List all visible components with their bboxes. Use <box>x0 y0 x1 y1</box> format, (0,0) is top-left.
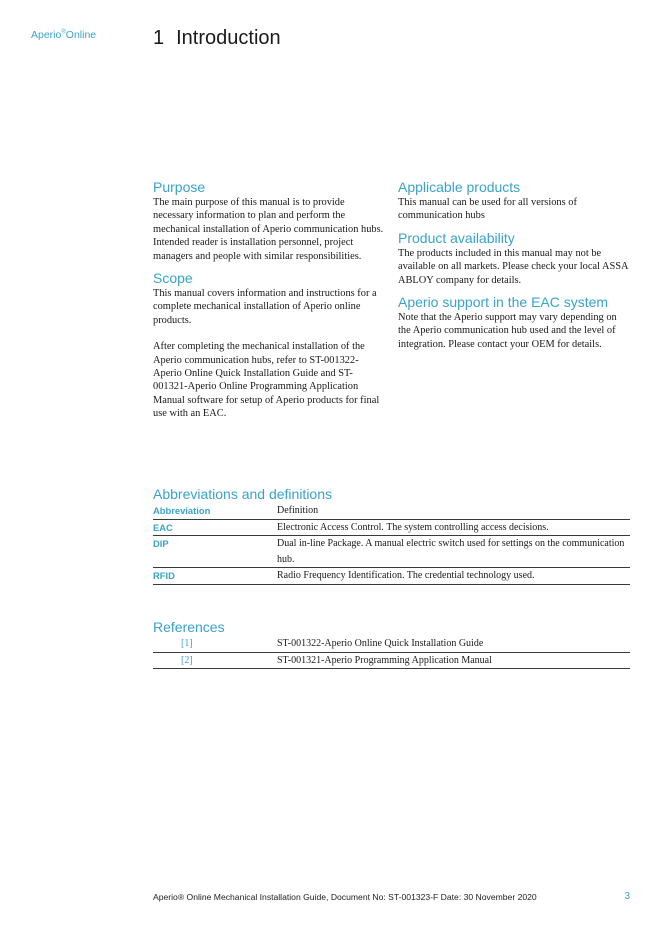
brand-label <box>31 29 96 41</box>
table-row <box>153 520 630 537</box>
abbreviations-table <box>153 486 630 585</box>
definition-cell: Electronic Access Control. The system controlling access decisions. <box>277 521 549 533</box>
availability-heading: Product availability <box>398 229 515 246</box>
references-heading: References <box>153 619 225 635</box>
page-footer <box>153 892 630 902</box>
reference-row <box>153 636 630 653</box>
definition-cell: Dual in-line Package. A manual electric switch used for settings on the communication hub. <box>277 538 625 565</box>
reference-id: [1] <box>181 638 193 649</box>
support-text: Note that the Aperio support may vary depending on the Aperio communication hub used and the level of integration. Please contact your OEM for details. <box>398 312 617 350</box>
applicable-text: This manual can be used for all versions of communication hubs <box>398 197 577 222</box>
reference-document: ST-001322-Aperio Online Quick Installation Guide <box>277 638 484 649</box>
abbreviations-heading: Abbreviations and definitions <box>153 486 333 502</box>
scope-text-2: After completing the mechanical installation of the Aperio communication hubs, refer to ST-001322-Aperio Online Quick Installation Guide and ST-001321-Aperio Online Programming Application Manual software for setup of Aperio products for final use with an EAC. <box>153 341 380 420</box>
page-number: 3 <box>624 891 630 902</box>
reference-row <box>153 653 630 670</box>
abbreviation-cell: RFID <box>153 570 175 581</box>
table-row <box>153 568 630 585</box>
right-column <box>398 179 630 351</box>
abbreviation-column-header: Abbreviation <box>153 505 211 516</box>
definition-column-header: Definition <box>277 505 319 516</box>
applicable-heading: Applicable products <box>398 179 521 195</box>
abbreviation-cell: EAC <box>153 521 173 533</box>
reference-id: [2] <box>181 654 193 666</box>
scope-text-1: This manual covers information and instructions for a complete mechanical installation of Aperio online products. <box>153 288 377 326</box>
purpose-heading: Purpose <box>153 179 206 195</box>
scope-heading: Scope <box>153 270 193 287</box>
table-row <box>153 536 630 568</box>
table-header-row <box>153 503 630 520</box>
availability-text: The products included in this manual may not be available on all markets. Please check your local ASSA ABLOY company for details. <box>398 247 628 286</box>
left-column <box>153 179 385 421</box>
chapter-heading <box>153 27 281 50</box>
support-heading: Aperio support in the EAC system <box>398 294 609 311</box>
reference-document: ST-001321-Aperio Programming Application Manual <box>277 654 492 666</box>
abbreviation-cell: DIP <box>153 538 169 549</box>
purpose-text: The main purpose of this manual is to provide necessary information to plan and perform the mechanical installation of Aperio communication hubs. Intended reader is installation personnel, project managers and people with similar responsibilities. <box>153 197 384 262</box>
brand-suffix: Online <box>65 29 97 41</box>
references-table <box>153 619 630 669</box>
brand-registered-mark: ® <box>61 29 66 36</box>
definition-cell: Radio Frequency Identification. The credential technology used. <box>277 570 535 581</box>
brand-name: Aperio <box>31 29 62 41</box>
chapter-title: Introduction <box>176 27 281 49</box>
footer-text: Aperio® Online Mechanical Installation Guide, Document No: ST-001323-F Date: 30 November 2020 <box>153 892 537 902</box>
chapter-number: 1 <box>153 27 165 49</box>
